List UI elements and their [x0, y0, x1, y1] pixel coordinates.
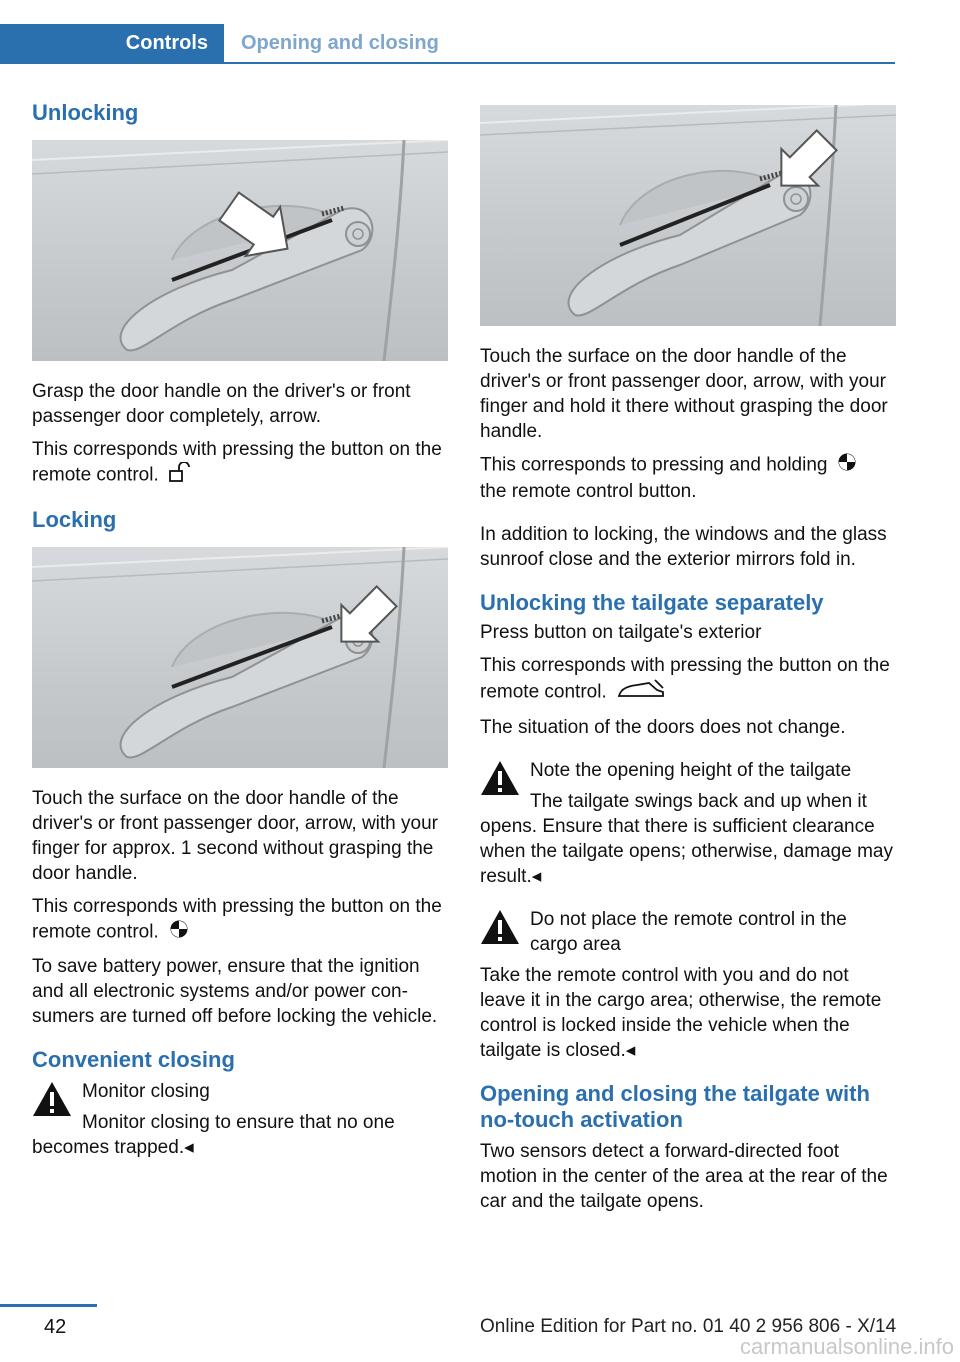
- tailgate-text-2: This corresponds with pressing the button on the remote control.: [480, 653, 896, 707]
- tailgate-text-1: Press button on tailgate's exterior: [480, 622, 762, 643]
- warning-monitor-closing: [32, 1079, 448, 1160]
- unlock-icon: [169, 462, 191, 489]
- warning-title: Monitor closing: [82, 1081, 210, 1102]
- hold-text-2: This corresponds to pressing and holding the remote control button.: [480, 452, 896, 504]
- tailgate-heading: Unlocking the tailgate separately: [480, 590, 824, 615]
- warning-icon: [32, 1081, 72, 1117]
- hold-text-3: In addition to locking, the windows and the glass sunroof close and the exterior mirrors fold in.: [480, 524, 887, 570]
- tailgate-text-3: The situation of the doors does not change.: [480, 717, 846, 738]
- warning-title: Do not place the remote control in the cargo area: [530, 909, 847, 955]
- edition-text: Online Edition for Part no. 01 40 2 956 806 - X/14: [480, 1316, 897, 1337]
- locking-text-1: Touch the surface on the door handle of the driver's or front passenger door, arrow, with your finger for approx. 1 second without grasping the door handle.: [32, 788, 438, 884]
- lock-button-icon: [837, 452, 857, 479]
- door-handle-touch-image: [32, 547, 448, 768]
- hold-text-1: Touch the surface on the door handle of the driver's or front passenger door, arrow, with your finger and hold it there without grasping the door handle.: [480, 346, 888, 442]
- locking-heading: Locking: [32, 507, 117, 532]
- no-touch-text: Two sensors detect a forward-directed foot motion in the center of the area at the rear of the car and the tailgate opens.: [480, 1141, 888, 1212]
- door-handle-grasp-image: [32, 140, 448, 361]
- warning-icon: [480, 909, 520, 945]
- tab-controls[interactable]: Controls: [0, 24, 224, 62]
- convenient-closing-heading: Convenient closing: [32, 1047, 235, 1072]
- locking-text-3: To save battery power, ensure that the ignition and all electronic systems and/or power consumers are turned off before locking the vehicle.: [32, 956, 438, 1027]
- door-handle-hold-image: [480, 105, 896, 326]
- no-touch-heading: Opening and closing the tailgate with no-touch activation: [480, 1081, 870, 1132]
- warning-body: The tailgate swings back and up when it opens. Ensure that there is sufficient clearance when the tailgate opens; otherwise, damage may result.◂: [480, 791, 893, 887]
- page-number: 42: [44, 1316, 67, 1338]
- unlocking-text-1: Grasp the door handle on the driver's or front passenger door completely, arrow.: [32, 381, 411, 427]
- warning-icon: [480, 760, 520, 796]
- header-tab-bar: [0, 24, 895, 64]
- lock-button-icon: [169, 919, 189, 946]
- warning-body: Monitor closing to ensure that no one becomes trapped.◂: [32, 1112, 395, 1158]
- right-column: [480, 105, 896, 1214]
- watermark: carmanualsonline.info: [739, 1334, 954, 1359]
- warning-remote-cargo: [480, 907, 896, 1063]
- warning-tailgate-height: [480, 758, 896, 889]
- warning-body: Take the remote control with you and do not leave it in the cargo area; otherwise, the remote control is locked inside the vehicle when the tailgate is closed.◂: [480, 965, 882, 1061]
- tailgate-icon: [617, 678, 667, 707]
- warning-title: Note the opening height of the tailgate: [530, 760, 852, 781]
- footer-rule: [0, 1304, 97, 1307]
- tab-opening-and-closing[interactable]: Opening and closing: [241, 32, 439, 54]
- left-column: [32, 100, 448, 1160]
- unlocking-text-2: This corresponds with pressing the button on the remote control.: [32, 437, 448, 489]
- locking-text-2: This corresponds with pressing the button on the remote control.: [32, 894, 448, 946]
- unlocking-heading: Unlocking: [32, 100, 139, 125]
